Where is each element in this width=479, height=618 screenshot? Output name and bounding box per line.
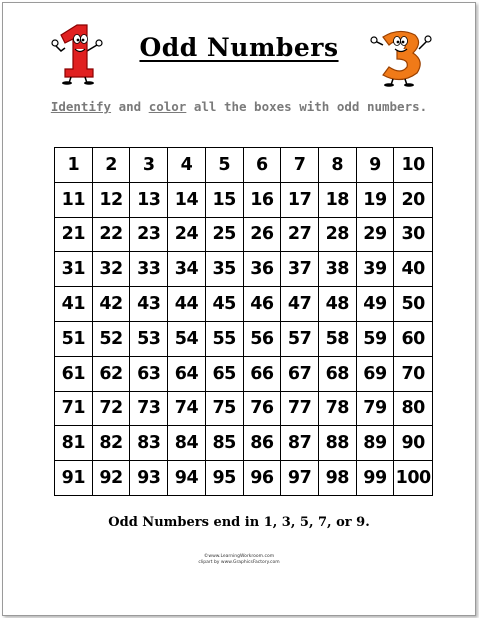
number-box[interactable]: 71: [55, 391, 93, 426]
number-box[interactable]: 35: [205, 252, 243, 287]
number-box[interactable]: 14: [168, 182, 206, 217]
number-box[interactable]: 86: [243, 426, 281, 461]
number-box[interactable]: 18: [318, 182, 356, 217]
footer-rule: Odd Numbers end in 1, 3, 5, 7, or 9.: [108, 515, 370, 530]
worksheet-page: [2, 2, 476, 616]
number-box[interactable]: 5: [205, 148, 243, 183]
number-box[interactable]: 97: [281, 461, 319, 496]
grid-row: [55, 391, 433, 426]
number-box[interactable]: 87: [281, 426, 319, 461]
number-box[interactable]: 56: [243, 321, 281, 356]
number-box[interactable]: 33: [130, 252, 168, 287]
instruction-rest: all the boxes with odd numbers.: [186, 99, 428, 114]
number-box[interactable]: 95: [205, 461, 243, 496]
number-box[interactable]: 9: [356, 148, 394, 183]
instruction-color: color: [148, 99, 187, 114]
number-box[interactable]: 43: [130, 287, 168, 322]
number-box[interactable]: 36: [243, 252, 281, 287]
number-box[interactable]: 88: [318, 426, 356, 461]
number-box[interactable]: 34: [168, 252, 206, 287]
credit-copyright: ©www.LearningWorkroom.com: [203, 554, 275, 559]
number-box[interactable]: 41: [55, 287, 93, 322]
number-box[interactable]: 52: [92, 321, 130, 356]
number-box[interactable]: 54: [168, 321, 206, 356]
number-box[interactable]: 39: [356, 252, 394, 287]
number-box[interactable]: 42: [92, 287, 130, 322]
number-box[interactable]: 96: [243, 461, 281, 496]
number-box[interactable]: 44: [168, 287, 206, 322]
number-box[interactable]: 32: [92, 252, 130, 287]
number-box[interactable]: 22: [92, 217, 130, 252]
number-box[interactable]: 58: [318, 321, 356, 356]
number-box[interactable]: 84: [168, 426, 206, 461]
number-box[interactable]: 12: [92, 182, 130, 217]
number-box[interactable]: 64: [168, 356, 206, 391]
number-box[interactable]: 91: [55, 461, 93, 496]
number-box[interactable]: 47: [281, 287, 319, 322]
number-box[interactable]: 30: [394, 217, 433, 252]
grid-row: [55, 217, 433, 252]
number-box[interactable]: 50: [394, 287, 433, 322]
number-box[interactable]: 27: [281, 217, 319, 252]
number-box[interactable]: 7: [281, 148, 319, 183]
number-box[interactable]: 99: [356, 461, 394, 496]
number-box[interactable]: 62: [92, 356, 130, 391]
number-box[interactable]: 89: [356, 426, 394, 461]
number-box[interactable]: 98: [318, 461, 356, 496]
grid-row: [55, 148, 433, 183]
number-box[interactable]: 45: [205, 287, 243, 322]
number-box[interactable]: 70: [394, 356, 433, 391]
number-box[interactable]: 2: [92, 148, 130, 183]
page-title: Odd Numbers: [139, 33, 339, 62]
number-box[interactable]: 92: [92, 461, 130, 496]
number-box[interactable]: 48: [318, 287, 356, 322]
number-box[interactable]: 77: [281, 391, 319, 426]
number-box[interactable]: 24: [168, 217, 206, 252]
number-box[interactable]: 53: [130, 321, 168, 356]
number-box[interactable]: 73: [130, 391, 168, 426]
number-box[interactable]: 3: [130, 148, 168, 183]
number-box[interactable]: 20: [394, 182, 433, 217]
number-box[interactable]: 74: [168, 391, 206, 426]
number-box[interactable]: 37: [281, 252, 319, 287]
number-box[interactable]: 63: [130, 356, 168, 391]
number-box[interactable]: 10: [394, 148, 433, 183]
number-box[interactable]: 59: [356, 321, 394, 356]
number-box[interactable]: 83: [130, 426, 168, 461]
number-box[interactable]: 80: [394, 391, 433, 426]
number-box[interactable]: 25: [205, 217, 243, 252]
number-box[interactable]: 46: [243, 287, 281, 322]
number-box[interactable]: 75: [205, 391, 243, 426]
instruction-identify: Identify: [50, 99, 112, 114]
number-box[interactable]: 38: [318, 252, 356, 287]
number-box[interactable]: 100: [394, 461, 433, 496]
number-box[interactable]: 76: [243, 391, 281, 426]
number-box[interactable]: 28: [318, 217, 356, 252]
number-box[interactable]: 21: [55, 217, 93, 252]
grid-row: [55, 287, 433, 322]
grid-row: [55, 356, 433, 391]
number-box[interactable]: 82: [92, 426, 130, 461]
number-box[interactable]: 6: [243, 148, 281, 183]
grid-row: [55, 461, 433, 496]
number-box[interactable]: 61: [55, 356, 93, 391]
instructions: [3, 99, 475, 114]
instruction-and: and: [111, 99, 149, 114]
grid-row: [55, 252, 433, 287]
number-box[interactable]: 29: [356, 217, 394, 252]
number-box[interactable]: 19: [356, 182, 394, 217]
number-box[interactable]: 67: [281, 356, 319, 391]
number-box[interactable]: 11: [55, 182, 93, 217]
grid-row: [55, 321, 433, 356]
number-box[interactable]: 69: [356, 356, 394, 391]
number-box[interactable]: 4: [168, 148, 206, 183]
credit-clipart: clipart by www.GraphicsFactory.com: [198, 560, 280, 565]
number-box[interactable]: 57: [281, 321, 319, 356]
number-box[interactable]: 51: [55, 321, 93, 356]
number-box[interactable]: 17: [281, 182, 319, 217]
number-box[interactable]: 16: [243, 182, 281, 217]
number-box[interactable]: 15: [205, 182, 243, 217]
number-box[interactable]: 26: [243, 217, 281, 252]
number-box[interactable]: 8: [318, 148, 356, 183]
number-box[interactable]: 23: [130, 217, 168, 252]
number-box[interactable]: 1: [55, 148, 93, 183]
number-box[interactable]: 94: [168, 461, 206, 496]
number-box[interactable]: 90: [394, 426, 433, 461]
number-box[interactable]: 78: [318, 391, 356, 426]
number-box[interactable]: 72: [92, 391, 130, 426]
number-box[interactable]: 79: [356, 391, 394, 426]
grid-row: [55, 182, 433, 217]
number-box[interactable]: 60: [394, 321, 433, 356]
number-box[interactable]: 31: [55, 252, 93, 287]
number-box[interactable]: 68: [318, 356, 356, 391]
credits: [3, 554, 475, 566]
number-box[interactable]: 65: [205, 356, 243, 391]
grid-row: [55, 426, 433, 461]
number-box[interactable]: 66: [243, 356, 281, 391]
number-box[interactable]: 13: [130, 182, 168, 217]
number-box[interactable]: 40: [394, 252, 433, 287]
number-box[interactable]: 93: [130, 461, 168, 496]
number-box[interactable]: 55: [205, 321, 243, 356]
number-box[interactable]: 85: [205, 426, 243, 461]
hundred-chart: [54, 147, 433, 496]
number-box[interactable]: 49: [356, 287, 394, 322]
number-box[interactable]: 81: [55, 426, 93, 461]
